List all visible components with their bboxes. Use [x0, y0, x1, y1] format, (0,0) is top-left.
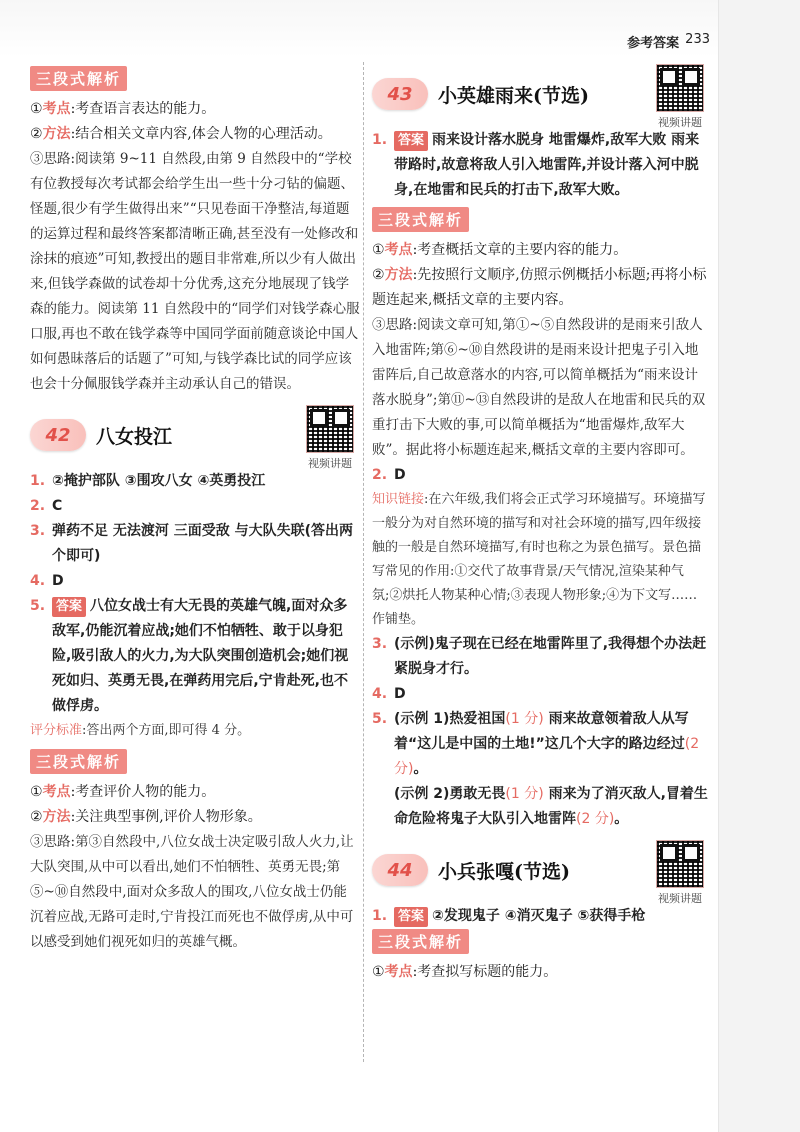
- answer-text: ②掩护部队 ③围攻八女 ④英勇投江: [52, 473, 266, 489]
- answer-3: [372, 632, 710, 682]
- kaodian-label: 考点: [42, 784, 71, 800]
- answer-text: (示例)鬼子现在已经在地雷阵里了,我得想个办法赶紧脱身才行。: [394, 636, 707, 677]
- answer-number: 4.: [372, 686, 388, 702]
- analysis-banner: 三段式解析: [372, 207, 469, 232]
- punctuation: 。: [413, 761, 428, 777]
- answer-tag: 答案: [394, 907, 428, 927]
- qr-label: 视频讲题: [308, 457, 352, 470]
- header-title: 参考答案: [627, 36, 680, 51]
- silu-text: 阅读第 9~11 自然段,由第 9 自然段中的“学校有位教授每次考试都会给学生出一些十分刁钻的偏题、怪题,很少有学生做得出来”“只见卷面干净整洁,每道题的运算过程和最终答案都清晰正确,甚至没有一处修改和涂抹的痕迹”可知,教授出的题目非常难,所以少有人做出来,但钱学森做的试卷却十分优秀,这充分地展现了钱学森的能力。阅读第 11 自然段中的“同学们对钱学森心服口服,再也不敢在钱学森等中国同学面前随意谈论中国人如何愚昧落后的话题了”可知,与钱学森比试的同学应该也会十分佩服钱学森并主动承认自己的错误。: [30, 151, 360, 392]
- silu-line: ③思路:阅读文章可知,第①~⑤自然段讲的是雨来引敌人入地雷阵;第⑥~⑩自然段讲的是雨来设计把鬼子引入地雷阵后,自己故意落水的内容,可以简单概括为“雨来设计落水脱身”;第⑪~⑬自然段讲的是敌人在地雷和民兵的双重打击下大败的事,可以简单概括为“地雷爆炸,敌军大败”。据此将小标题连起来,概括文章的主要内容即可。: [372, 317, 706, 458]
- kaodian-text: 考查评价人物的能力。: [75, 784, 216, 800]
- answer-2: [30, 494, 360, 519]
- punctuation: 。: [614, 811, 629, 827]
- left-column: [30, 66, 360, 955]
- silu-label: 思路: [43, 834, 71, 850]
- answer-4: [372, 682, 710, 707]
- answer-number: 2.: [30, 498, 46, 514]
- lesson-title: 小兵张嘎(节选): [438, 860, 570, 883]
- fangfa-text: 先按照行文顺序,仿照示例概括小标题;再将小标题连起来,概括文章的主要内容。: [372, 267, 707, 308]
- lesson-title: 八女投江: [96, 425, 173, 448]
- kaodian-line: ①考点:考查拟写标题的能力。: [372, 964, 558, 980]
- knowledge-link-text: 在六年级,我们将会正式学习环境描写。环境描写一般分为对自然环境的描写和对社会环境的描写,四年级接触的一般是自然环境描写,有时也称之为景色描写。景色描写常见的作用:①交代了故事背景/天气情况,渲染某种气氛;②烘托人物某种心情;③表现人物形象;④为下文写……作铺垫。: [372, 492, 706, 627]
- answer-text: D: [394, 686, 406, 702]
- lesson-43-header: [372, 66, 710, 129]
- answer-number: 5.: [372, 711, 388, 727]
- fangfa-text: 关注典型事例,评价人物形象。: [75, 809, 262, 825]
- kaodian-text: 考查拟写标题的能力。: [417, 964, 558, 980]
- analysis-banner: 三段式解析: [30, 749, 127, 774]
- lesson-number-badge: 43: [372, 78, 428, 110]
- answer-tag: 答案: [394, 131, 428, 151]
- lesson-44-header: [372, 842, 710, 905]
- kaodian-line: ①考点:考查概括文章的主要内容的能力。: [372, 242, 628, 258]
- answer-number: 2.: [372, 467, 388, 483]
- score-tag: (2 分): [394, 736, 700, 777]
- answer-4: [30, 569, 360, 594]
- score-tag: (2 分): [576, 811, 615, 827]
- silu-text: 第③自然段中,八位女战士决定吸引敌人火力,让大队突围,从中可以看出,她们不怕牺牲、英勇无畏;第⑤~⑩自然段中,面对众多敌人的围攻,八位女战士仍能沉着应战,无路可走时,宁肯投江而死也不做俘虏,从中可以感受到她们视死如归的英雄气概。: [30, 834, 354, 950]
- fangfa-label: 方法: [42, 809, 71, 825]
- silu-text: 阅读文章可知,第①~⑤自然段讲的是雨来引敌人入地雷阵;第⑥~⑩自然段讲的是雨来设计把鬼子引入地雷阵后,自己故意落水的内容,可以简单概括为“雨来设计落水脱身”;第⑪~⑬自然段讲的是敌人在地雷和民兵的双重打击下大败的事,可以简单概括为“地雷爆炸,敌军大败”。据此将小标题连起来,概括文章的主要内容即可。: [372, 317, 706, 458]
- qr-code-icon[interactable]: [656, 840, 704, 888]
- kaodian-line: ①考点:考查语言表达的能力。: [30, 101, 216, 117]
- knowledge-link-label: 知识链接: [372, 492, 425, 507]
- answer-number: 3.: [30, 523, 46, 539]
- answer-number: 1.: [30, 473, 46, 489]
- answer-1: [372, 904, 710, 929]
- scoring-text: 答出两个方面,即可得 4 分。: [86, 723, 251, 738]
- fangfa-line: ②方法:先按照行文顺序,仿照示例概括小标题;再将小标题连起来,概括文章的主要内容。: [372, 267, 707, 308]
- answer-2: [372, 463, 710, 488]
- answer-text: 雨来设计落水脱身 地雷爆炸,敌军大败 雨来带路时,故意将敌人引入地雷阵,并设计落入河中脱身,在地雷和民兵的打击下,敌军大败。: [394, 132, 700, 198]
- fangfa-text: 结合相关文章内容,体会人物的心理活动。: [75, 126, 332, 142]
- example-title: (示例 1)热爱祖国: [394, 711, 506, 727]
- score-tag: (1 分): [505, 786, 544, 802]
- qr-block[interactable]: [300, 405, 360, 471]
- lesson-number-badge: 42: [30, 419, 86, 451]
- answer-text: 八位女战士有大无畏的英雄气魄,面对众多敌军,仍能沉着应战;她们不怕牺牲、敢于以身犯险,吸引敌人的火力,为大队突围创造机会;她们视死如归、英勇无畏,在弹药用完后,宁肯赴死,也不做俘虏。: [52, 598, 349, 714]
- silu-label: 思路: [43, 151, 71, 167]
- qr-block[interactable]: [650, 840, 710, 906]
- kaodian-label: 考点: [42, 101, 71, 117]
- answer-text: ②发现鬼子 ④消灭鬼子 ⑤获得手枪: [432, 908, 646, 924]
- answer-3: [30, 519, 360, 569]
- lesson-42-header: [30, 407, 360, 470]
- page-number: 233: [685, 32, 710, 47]
- fangfa-line: ②方法:关注典型事例,评价人物形象。: [30, 809, 262, 825]
- answer-5: [30, 594, 360, 719]
- kaodian-line: ①考点:考查评价人物的能力。: [30, 784, 216, 800]
- answer-tag: 答案: [52, 597, 86, 617]
- analysis-banner: 三段式解析: [372, 929, 469, 954]
- lesson-number-badge: 44: [372, 854, 428, 886]
- qr-block[interactable]: [650, 64, 710, 130]
- answer-5-example-2: [372, 782, 710, 832]
- lesson-title: 小英雄雨来(节选): [438, 84, 589, 107]
- silu-line: ③思路:第③自然段中,八位女战士决定吸引敌人火力,让大队突围,从中可以看出,她们不怕牺牲、英勇无畏;第⑤~⑩自然段中,面对众多敌人的围攻,八位女战士仍能沉着应战,无路可走时,宁肯投江而死也不做俘虏,从中可以感受到她们视死如归的英雄气概。: [30, 834, 354, 950]
- column-divider: [363, 62, 364, 1062]
- qr-label: 视频讲题: [658, 892, 702, 905]
- kaodian-label: 考点: [384, 242, 413, 258]
- answer-text: D: [394, 467, 406, 483]
- page-margin: [718, 0, 800, 1132]
- silu-line: ③思路:阅读第 9~11 自然段,由第 9 自然段中的“学校有位教授每次考试都会给学生出一些十分刁钻的偏题、怪题,很少有学生做得出来”“只见卷面干净整洁,每道题的运算过程和最终答案都清晰正确,甚至没有一处修改和涂抹的痕迹”可知,教授出的题目非常难,所以少有人做出来,但钱学森做的试卷却十分优秀,这充分地展现了钱学森的能力。阅读第 11 自然段中的“同学们对钱学森心服口服,再也不敢在钱学森等中国同学面前随意谈论中国人如何愚昧落后的话题了”可知,与钱学森比试的同学应该也会十分佩服钱学森并主动承认自己的错误。: [30, 151, 360, 392]
- fangfa-label: 方法: [42, 126, 71, 142]
- answer-number: 3.: [372, 636, 388, 652]
- kaodian-label: 考点: [384, 964, 413, 980]
- qr-code-icon[interactable]: [306, 405, 354, 453]
- analysis-banner: 三段式解析: [30, 66, 127, 91]
- example-title: (示例 2)勇敢无畏: [394, 786, 506, 802]
- qr-label: 视频讲题: [658, 116, 702, 129]
- qr-code-icon[interactable]: [656, 64, 704, 112]
- example-text: 雨来故意领着敌人从写着“这儿是中国的土地!”这几个大字的路边经过: [394, 711, 689, 752]
- answer-number: 1.: [372, 908, 388, 924]
- answer-5: [372, 707, 710, 782]
- kaodian-text: 考查语言表达的能力。: [75, 101, 216, 117]
- answer-number: 1.: [372, 132, 388, 148]
- answer-number: 5.: [30, 598, 46, 614]
- silu-label: 思路: [385, 317, 413, 333]
- scoring-label: 评分标准: [30, 723, 83, 738]
- right-column: [372, 66, 710, 985]
- answer-text: D: [52, 573, 64, 589]
- answer-number: 4.: [30, 573, 46, 589]
- scoring-note: 评分标准:答出两个方面,即可得 4 分。: [30, 723, 251, 738]
- example-text: 雨来为了消灭敌人,冒着生命危险将鬼子大队引入地雷阵: [394, 786, 708, 827]
- knowledge-link: 知识链接:在六年级,我们将会正式学习环境描写。环境描写一般分为对自然环境的描写和对社会环境的描写,四年级接触的一般是自然环境描写,有时也称之为景色描写。景色描写常见的作用:①交代了故事背景/天气情况,渲染某种气氛;②烘托人物某种心情;③表现人物形象;④为下文写……作铺垫。: [372, 492, 706, 627]
- indent: [372, 782, 394, 832]
- answer-1: [372, 128, 710, 203]
- fangfa-line: ②方法:结合相关文章内容,体会人物的心理活动。: [30, 126, 332, 142]
- score-tag: (1 分): [505, 711, 544, 727]
- fangfa-label: 方法: [384, 267, 413, 283]
- answer-text: C: [52, 498, 63, 514]
- kaodian-text: 考查概括文章的主要内容的能力。: [417, 242, 628, 258]
- answer-1: [30, 469, 360, 494]
- answer-text: 弹药不足 无法渡河 三面受敌 与大队失联(答出两个即可): [52, 523, 354, 564]
- page-header: [560, 32, 710, 51]
